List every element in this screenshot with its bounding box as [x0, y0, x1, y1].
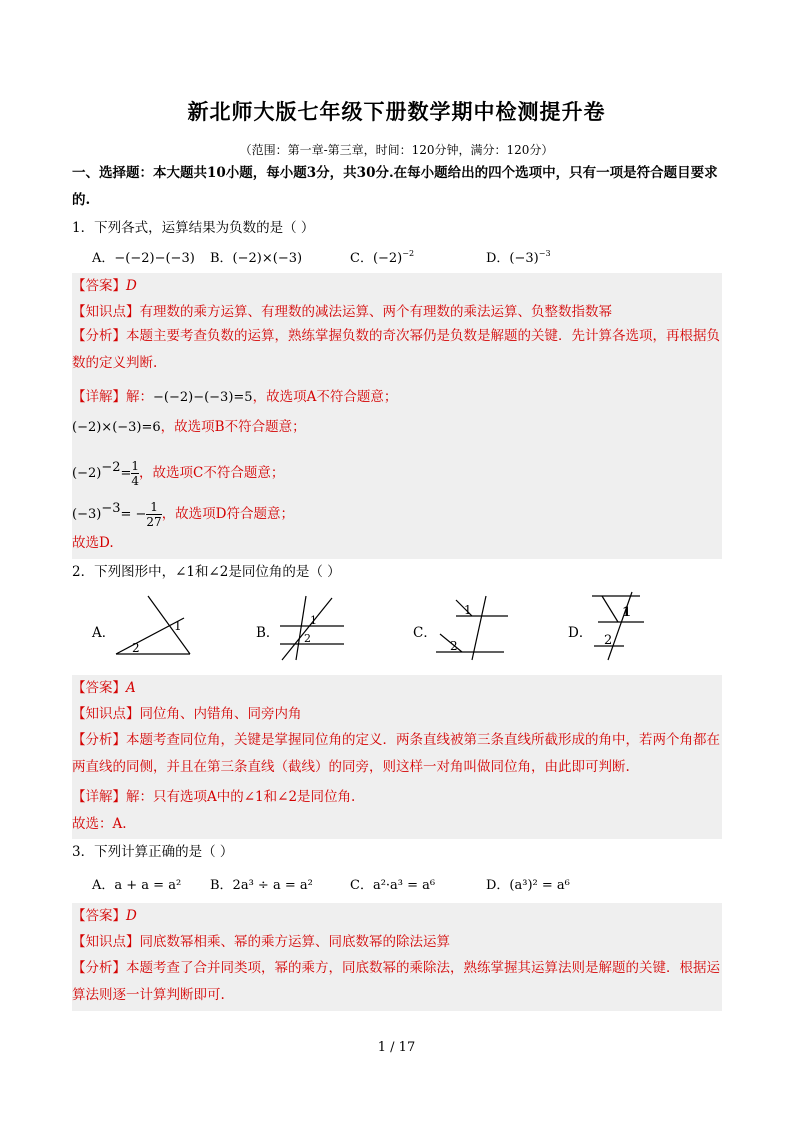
- svg-text:2: 2: [304, 632, 311, 645]
- svg-text:2: 2: [450, 639, 458, 653]
- svg-text:1: 1: [622, 605, 632, 620]
- svg-text:1: 1: [310, 614, 317, 627]
- q2-knowledge: 【知识点】同位角、内错角、同旁内角: [72, 706, 302, 722]
- q1-detail-2: (−2)×(−3)=6，故选项B不符合题意；: [72, 419, 306, 435]
- q1-option-a: A．−(−2)−(−3): [92, 251, 195, 266]
- svg-text:1: 1: [174, 619, 182, 633]
- q3-knowledge: 【知识点】同底数幂相乘、幂的乘方运算、同底数幂的除法运算: [72, 934, 450, 950]
- q2-figure-c: [432, 594, 512, 662]
- q2-analysis: 【分析】本题考查同位角，关键是掌握同位角的定义．两条直线被第三条直线所截形成的角中，若两个角都在两直线的同侧，并且在第三条直线（截线）的同旁，则这样一对角叫做同位角，由此即可判断.: [72, 732, 720, 775]
- svg-text:2: 2: [604, 633, 613, 648]
- q3-option-d: D．(a³)² = a⁶: [486, 878, 570, 893]
- question-3-options: [72, 874, 722, 894]
- q1-answer: 【答案】D: [72, 278, 137, 294]
- q2-conclusion: 故选：A.: [72, 816, 127, 832]
- q1-conclusion: 故选D.: [72, 535, 114, 551]
- q2-figure-a-label: A．: [92, 625, 116, 641]
- q2-figure-c-label: C．: [413, 625, 437, 641]
- page-title: 新北师大版七年级下册数学期中检测提升卷: [187, 99, 606, 124]
- q3-analysis: 【分析】本题考查了合并同类项，幂的乘方，同底数幂的乘除法，熟练掌握其运算法则是解题的关键．根据运算法则逐一计算判断即可.: [72, 960, 720, 1003]
- question-1-solution-box: [72, 273, 722, 559]
- q1-option-b: B．(−2)×(−3): [210, 251, 303, 266]
- question-2-solution-box: [72, 675, 722, 839]
- q1-detail-4: $(-3)^{-3}=$ − $\frac{1}{27}$ ，故选项D符合题意；: [72, 500, 295, 529]
- q2-figure-d: [588, 590, 648, 662]
- q1-knowledge: 【知识点】有理数的乘方运算、有理数的减法运算、两个有理数的乘法运算、负整数指数幂: [72, 304, 612, 320]
- q3-option-a: A．a + a = a²: [92, 878, 182, 893]
- q1-analysis: 【分析】本题主要考查负数的运算，熟练掌握负数的奇次幂仍是负数是解题的关键．先计算各选项，再根据负数的定义判断.: [72, 328, 720, 371]
- q1-option-d: D．$(-3)^{-3}$: [486, 249, 551, 266]
- question-1-options: [72, 247, 722, 267]
- q3-option-b: B．2a³ ÷ a = a²: [210, 878, 313, 893]
- q1-detail-3: $(-2)^{-2}=$ $\frac{1}{4}$ ，故选项C不符合题意；: [72, 459, 285, 488]
- q2-figure-a: [110, 594, 200, 658]
- fraction: $\frac{1}{4}$: [131, 459, 140, 488]
- q1-detail-1: 【详解】解：−(−2)−(−3)=5，故选项A不符合题意；: [72, 389, 398, 405]
- q3-answer: 【答案】D: [72, 908, 137, 924]
- fraction: $\frac{1}{27}$: [146, 500, 162, 529]
- q2-figure-b: [276, 594, 348, 662]
- q1-option-c: C．$(-2)^{-2}$: [350, 249, 415, 266]
- q2-figure-d-label: D．: [568, 625, 593, 641]
- section-heading: 一、选择题：本大题共10小题，每小题3分，共30分.在每小题给出的四个选项中，只有一项是符合题目要求的.: [72, 165, 718, 208]
- svg-text:2: 2: [132, 641, 140, 655]
- q2-figure-b-label: B．: [256, 625, 280, 641]
- question-3-solution-box: [72, 903, 722, 1011]
- q3-option-c: C．a²·a³ = a⁶: [350, 878, 436, 893]
- q2-detail: 【详解】解：只有选项A中的∠1和∠2是同位角.: [72, 789, 356, 805]
- question-1-stem: 1．下列各式，运算结果为负数的是（ ）: [72, 220, 315, 236]
- q2-answer: 【答案】A: [72, 680, 136, 696]
- page-subtitle: （范围：第一章-第三章，时间：120分钟，满分：120分）: [239, 143, 554, 157]
- question-3-stem: 3．下列计算正确的是（ ）: [72, 844, 234, 860]
- question-2-stem: 2．下列图形中，∠1和∠2是同位角的是（ ）: [72, 564, 341, 580]
- svg-text:1: 1: [464, 603, 472, 617]
- page-number: 1 / 17: [377, 1040, 416, 1055]
